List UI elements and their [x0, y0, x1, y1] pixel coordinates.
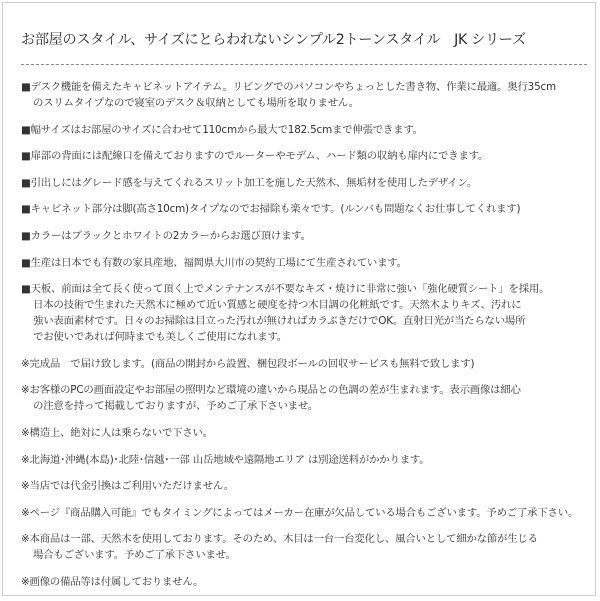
note-text: ※ページ『商品購入可能』でもタイミングによってはメーカー在庫が欠品している場合もございます。予めご了承下さい。 — [21, 506, 579, 519]
note-text: ※お客様のPCの画面設定やお部屋の照明など環境の違いから現品との色調の差が生まれます。表示画像は細心 — [21, 384, 521, 397]
item-text: ■幅サイズはお部屋のサイズに合わせて110cmから最大で182.5cmまで伸張できます。 — [21, 123, 423, 136]
list-item — [21, 228, 587, 244]
note-item — [21, 574, 587, 590]
list-item — [21, 255, 587, 271]
note-item — [21, 452, 587, 468]
note-item — [21, 505, 587, 521]
dashed-divider — [21, 64, 587, 65]
note-item — [21, 356, 587, 372]
note-text: ※北海道･沖縄(本島)･北陸･信越･一部 山岳地域や遠隔地エリア は別途送料がかかります。 — [21, 453, 430, 466]
item-text-continued: 強い表面素材です。日々のお掃除は目立った汚れが無ければカラぶきだけでOK。直射日光が当たらない場所 — [33, 315, 526, 328]
list-item — [21, 201, 587, 217]
item-text: ■カラーはブラックとホワイトの2カラーからお選び頂けます。 — [21, 229, 311, 242]
list-item — [21, 79, 587, 111]
note-item — [21, 425, 587, 441]
page-title: お部屋のスタイル、サイズにとらわれないシンプル2トーンスタイル JK シリーズ — [21, 32, 526, 48]
note-text-continued: の注意を持って掲載しておりますが、予めご了承下さいませ。 — [33, 400, 319, 413]
item-text: ■引出しにはグレード感を与えてくれるスリット加工を施した天然木、無垢材を使用したデザイン。 — [21, 176, 478, 189]
list-item — [21, 281, 587, 345]
note-item — [21, 478, 587, 494]
item-text: ■デスク機能を備えたキャビネットアイテム。リビングでのパソコンやちょっとした書き物、作業に最適。奥行35cm — [21, 81, 556, 93]
item-text-continued: のスリムタイプなので寝室のデスク＆収納としても場所を取りません。 — [33, 97, 359, 109]
item-text-continued: でお使いであれば何時までも美しくご使用になれます。 — [33, 331, 287, 344]
item-text: ■生産は日本でも有数の家具産地、福岡県大川市の契約工場にて生産されています。 — [21, 256, 407, 269]
item-text: ■扉部の背面には配線口を備えておりますのでルーターやモデム、ハード類の収納も扉内にできます。 — [21, 150, 489, 163]
description-panel — [2, 2, 596, 596]
note-item — [21, 382, 587, 414]
note-text: ※本商品は一部、天然木を使用しております。そのため、木目は一台一台変化し、風合いとして細かな節が生じる — [21, 533, 538, 546]
item-text: ■天板、前面は全て長く使って頂く上でメンテナンスが不要なキズ・焼けに非常に強い「強化硬質シート」を採用。 — [21, 283, 550, 296]
note-text: ※完成品 で届け致します。(商品の開封から設置、梱包段ボールの回収サービスも無料で致します) — [21, 357, 475, 370]
note-text: ※当店では代金引換はご利用いただけません。 — [21, 480, 234, 493]
note-text: ※構造上、絶対に人は乗らないで下さい。 — [21, 426, 213, 439]
item-text: ■キャビネット部分は脚(高さ10cm)タイプなのでお掃除も楽々です。(ルンバも問題なくお仕事してくれます) — [21, 203, 521, 216]
list-item — [21, 148, 587, 164]
item-text-continued: 日本の技術で生まれた天然木に極めて近い質感と硬度を持つ木目調の化粧紙です。天然木よりキズ、汚れに — [33, 299, 522, 312]
note-item — [21, 531, 587, 563]
list-item — [21, 175, 587, 191]
note-text-continued: 場合もございます。予めご了承下さいませ。 — [33, 549, 236, 562]
list-item — [21, 122, 587, 138]
note-text: ※画像の備品等は付属しておりません。 — [21, 575, 204, 588]
feature-list — [21, 79, 587, 601]
